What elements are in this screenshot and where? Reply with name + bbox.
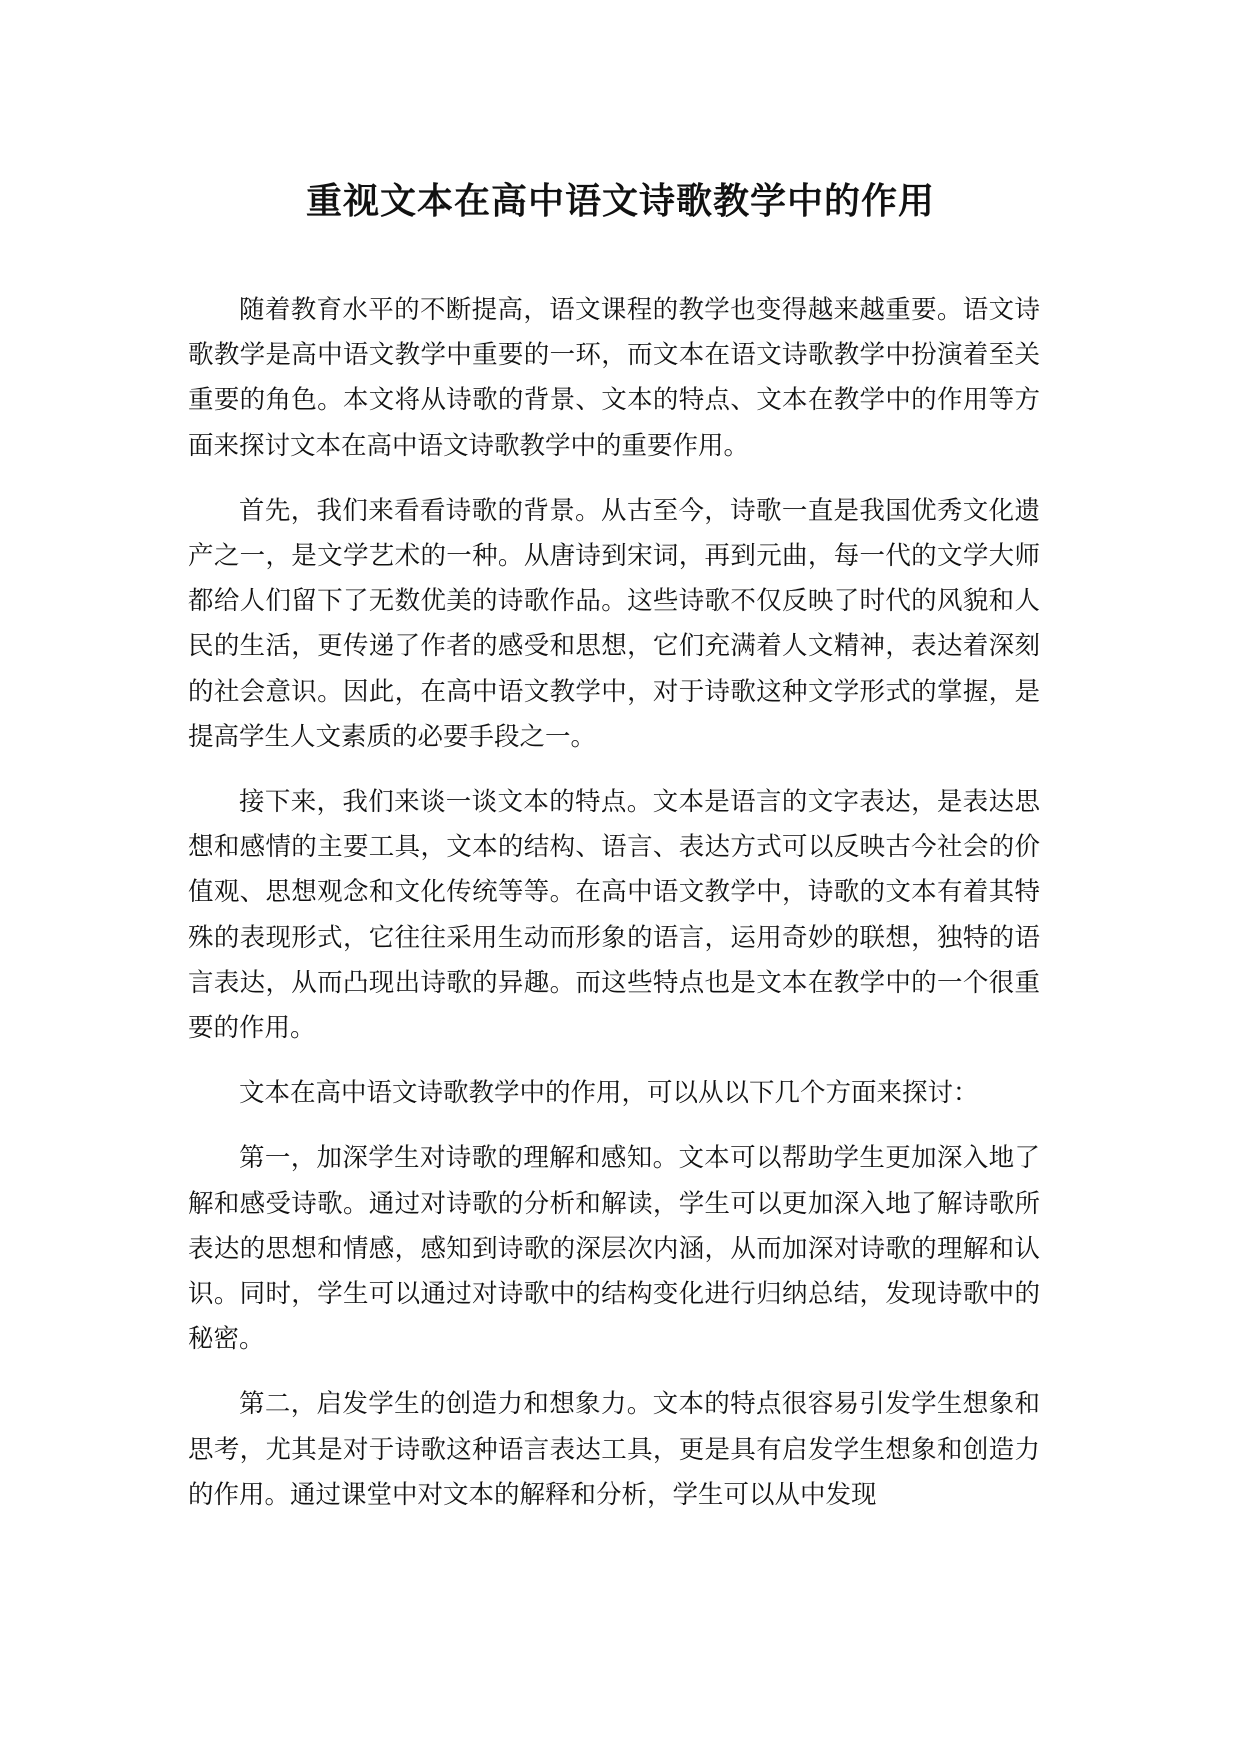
paragraph-3: 接下来，我们来谈一谈文本的特点。文本是语言的文字表达，是表达思想和感情的主要工具，文本的结构、语言、表达方式可以反映古今社会的价值观、思想观念和文化传统等等。在高中语文教学中，诗歌的文本有着其特殊的表现形式，它往往采用生动而形象的语言，运用奇妙的联想，独特的语言表达，从而凸现出诗歌的异趣。而这些特点也是文本在教学中的一个很重要的作用。 [188,787,1040,1044]
paragraph-1: 随着教育水平的不断提高，语文课程的教学也变得越来越重要。语文诗歌教学是高中语文教学中重要的一环，而文本在语文诗歌教学中扮演着至关重要的角色。本文将从诗歌的背景、文本的特点、文本在教学中的作用等方面来探讨文本在高中语文诗歌教学中的重要作用。 [188,295,1040,461]
paragraph-5: 第一，加深学生对诗歌的理解和感知。文本可以帮助学生更加深入地了解和感受诗歌。通过对诗歌的分析和解读，学生可以更加深入地了解诗歌所表达的思想和情感，感知到诗歌的深层次内涵，从而加深对诗歌的理解和认识。同时，学生可以通过对诗歌中的结构变化进行归纳总结，发现诗歌中的秘密。 [188,1143,1040,1355]
paragraph-2: 首先，我们来看看诗歌的背景。从古至今，诗歌一直是我国优秀文化遗产之一，是文学艺术的一种。从唐诗到宋词，再到元曲，每一代的文学大师都给人们留下了无数优美的诗歌作品。这些诗歌不仅反映了时代的风貌和人民的生活，更传递了作者的感受和思想，它们充满着人文精神，表达着深刻的社会意识。因此，在高中语文教学中，对于诗歌这种文学形式的掌握，是提高学生人文素质的必要手段之一。 [188,495,1040,752]
paragraph-4: 文本在高中语文诗歌教学中的作用，可以从以下几个方面来探讨： [239,1078,979,1109]
paragraph-6: 第二，启发学生的创造力和想象力。文本的特点很容易引发学生想象和思考，尤其是对于诗歌这种语言表达工具，更是具有启发学生想象和创造力的作用。通过课堂中对文本的解释和分析，学生可以从中发现 [188,1389,1040,1510]
document-title: 重视文本在高中语文诗歌教学中的作用 [305,181,935,222]
document-body [188,288,1040,1538]
